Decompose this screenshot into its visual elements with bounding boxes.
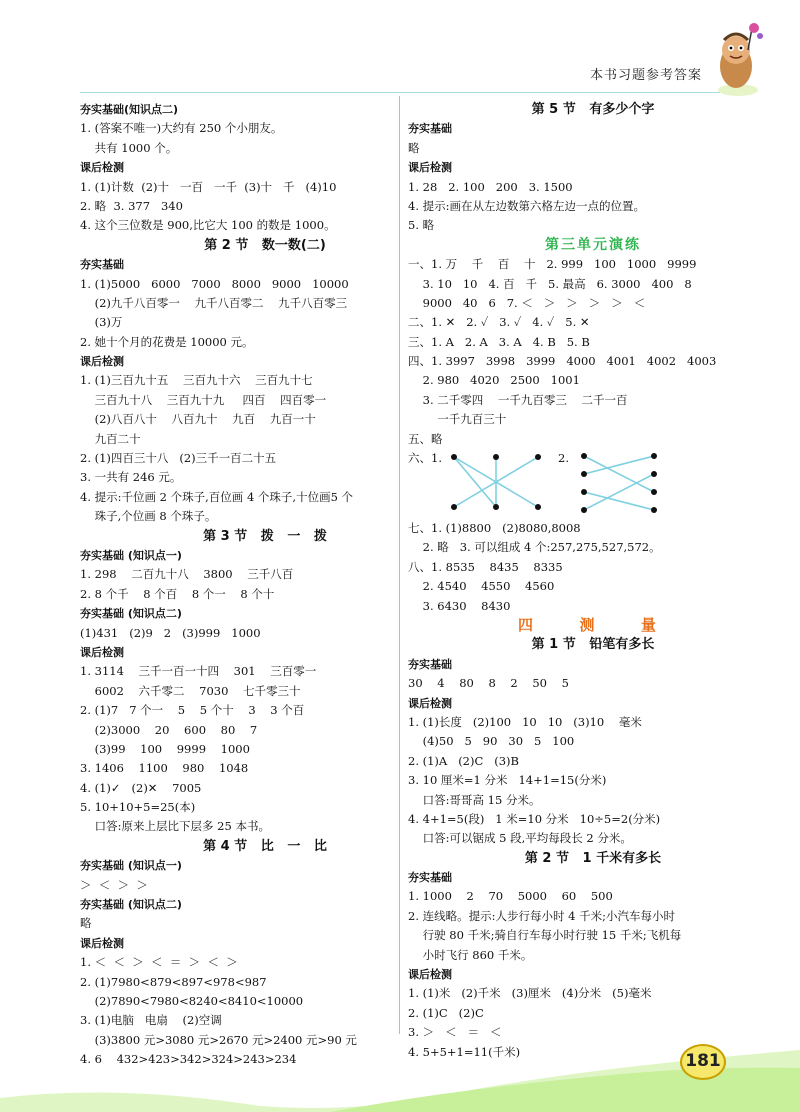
- answer-line: (3)万: [80, 315, 123, 330]
- answer-line: 1. 1000 2 70 5000 60 500: [408, 889, 613, 904]
- header-label: 本书习题参考答案: [590, 68, 703, 83]
- answer-line: (3)3800 元>3080 元>2670 元>2400 元>90 元: [80, 1032, 357, 1047]
- answer-line: (3)99 100 9999 1000: [80, 741, 250, 756]
- answer-line: 八、1. 8535 8435 8335: [408, 559, 563, 574]
- connection-line: [584, 456, 654, 492]
- answer-line: 3. ＞ ＜ ＝ ＜: [408, 1025, 502, 1040]
- answer-line: ＞ ＜ ＞ ＞: [80, 877, 148, 892]
- answer-line: 3. 1406 1100 980 1048: [80, 761, 249, 776]
- exercise-heading: 夯实基础: [408, 122, 452, 136]
- dot: [651, 507, 657, 513]
- answer-line: (1)431 (2)9 2 (3)999 1000: [80, 625, 261, 640]
- page-number-badge: 181: [680, 1044, 726, 1080]
- dot: [493, 504, 499, 510]
- answer-line: 口答:可以锯成 5 段,平均每段长 2 分米。: [408, 831, 632, 846]
- answer-line: 3. (1)电脑 电扇 (2)空调: [80, 1013, 222, 1028]
- answer-line: 2. 8 个千 8 个百 8 个一 8 个十: [80, 586, 275, 601]
- section-title: 第 1 节 铅笔有多长: [531, 637, 655, 653]
- dot: [535, 454, 541, 460]
- exercise-heading: 夯实基础: [408, 871, 452, 885]
- exercise-heading: 夯实基础 (知识点二): [80, 898, 182, 912]
- answer-line: 2. 略 3. 377 340: [80, 198, 183, 213]
- answer-line: 3. 6430 8430: [408, 598, 511, 613]
- answer-line: 1. (1)三百九十五 三百九十六 三百九十七: [80, 373, 313, 388]
- dot: [651, 489, 657, 495]
- dot: [451, 504, 457, 510]
- exercise-heading: 夯实基础 (知识点一): [80, 548, 182, 562]
- exercise-heading: 夯实基础(知识点二): [80, 103, 179, 116]
- answer-line: 4. 5+5+1=11(千米): [408, 1044, 521, 1059]
- answer-line: 七、1. (1)8800 (2)8080,8008: [408, 521, 581, 536]
- exercise-heading: 课后检测: [80, 355, 124, 369]
- dot: [581, 453, 587, 459]
- answer-line: (2)九千八百零一 九千八百零二 九千八百零三: [80, 295, 348, 310]
- answer-line: 30 4 80 8 2 50 5: [408, 676, 569, 691]
- answer-line: 2. 连线略。提示:人步行每小时 4 千米;小汽车每小时: [408, 908, 676, 923]
- exercise-heading: 夯实基础 (知识点一): [80, 859, 182, 873]
- answer-line: 2. 略 3. 可以组成 4 个:257,275,527,572。: [408, 540, 661, 555]
- header-rule: [80, 92, 720, 93]
- section-title: 第 5 节 有多少个字: [531, 102, 655, 117]
- section-title: 第 3 节 拨 一 拨: [203, 528, 327, 544]
- chapter-title: 四 测 量: [518, 615, 668, 634]
- matching-figure: [408, 449, 738, 519]
- answer-line: 1. (答案不唯一)大约有 250 个小朋友。: [80, 121, 283, 136]
- answer-line: (2)3000 20 600 80 7: [80, 722, 258, 737]
- answer-line: 2. (1)C (2)C: [408, 1005, 484, 1020]
- answer-line: 小时飞行 860 千米。: [408, 947, 533, 962]
- connection-line: [454, 457, 496, 507]
- answer-line: 2. 4540 4550 4560: [408, 579, 555, 594]
- answer-line: 3. 二千零四 一千九百零三 二千一百: [408, 392, 628, 407]
- answer-line: 4. 这个三位数是 900,比它大 100 的数是 1000。: [80, 218, 336, 233]
- answer-line: 2. (1)7980<879<897<978<987: [80, 974, 267, 989]
- answer-line: 1. (1)米 (2)千米 (3)厘米 (4)分米 (5)毫米: [408, 986, 652, 1001]
- answer-line: 三百九十八 三百九十九 四百 四百零一: [80, 392, 327, 407]
- dot: [651, 453, 657, 459]
- section-title: 第 2 节 数一数(二): [204, 237, 326, 253]
- answer-line: 5. 略: [408, 218, 435, 233]
- answer-line: 2. (1)7 7 个一 5 5 个十 3 3 个百: [80, 703, 305, 718]
- answer-line: 1. 3114 三千一百一十四 301 三百零一: [80, 664, 317, 679]
- dot: [493, 454, 499, 460]
- answer-line: 一千九百三十: [408, 412, 507, 427]
- answer-line: 1. 28 2. 100 200 3. 1500: [408, 179, 573, 194]
- answer-line: (2)7890<7980<8240<8410<10000: [80, 993, 304, 1008]
- answer-line: 一、1. 万 千 百 十 2. 999 100 1000 9999: [408, 257, 697, 272]
- answer-line: 1. (1)长度 (2)100 10 10 (3)10 毫米: [408, 714, 642, 729]
- answer-line: 5. 10+10+5=25(本): [80, 800, 196, 815]
- answer-line: 2. 她十个月的花费是 10000 元。: [80, 334, 254, 349]
- exercise-heading: 课后检测: [408, 696, 452, 710]
- column-divider: [399, 96, 400, 1034]
- dot: [581, 507, 587, 513]
- answer-line: 4. 6 432>423>342>324>243>234: [80, 1052, 297, 1067]
- cartoon-mascot-icon: [708, 20, 768, 100]
- answer-line: 3. 一共有 246 元。: [80, 470, 182, 485]
- answer-line: 4. 4+1=5(段) 1 米=10 分米 10÷5=2(分米): [408, 811, 661, 826]
- dot-connection-figure-2: [576, 451, 666, 517]
- figure-label-1: 六、1.: [408, 451, 442, 466]
- answer-line: 共有 1000 个。: [80, 140, 178, 155]
- answer-line: 口答:原来上层比下层多 25 本书。: [80, 819, 270, 834]
- answer-line: 3. 10 厘米=1 分米 14+1=15(分米): [408, 773, 607, 788]
- answer-line: 略: [408, 140, 420, 155]
- answer-line: 9000 40 6 7. ＜ ＞ ＞ ＞ ＞ ＜: [408, 295, 646, 310]
- answer-line: 二、1. ✕ 2. ✓ 3. ✓ 4. ✓ 5. ✕: [408, 315, 590, 330]
- answer-line: (4)50 5 90 30 5 100: [408, 734, 575, 749]
- exercise-heading: 课后检测: [80, 936, 124, 950]
- answer-line: 1. (1)计数 (2)十 一百 一千 (3)十 千 (4)10: [80, 179, 337, 194]
- exercise-heading: 课后检测: [408, 968, 452, 982]
- answer-line: 行驶 80 千米;骑自行车每小时行驶 15 千米;飞机每: [408, 928, 682, 943]
- answer-line: 五、略: [408, 431, 443, 446]
- answer-line: 1. (1)5000 6000 7000 8000 9000 10000: [80, 276, 349, 291]
- answer-line: (2)八百八十 八百九十 九百 九百一十: [80, 412, 316, 427]
- connection-line: [584, 492, 654, 510]
- dot: [535, 504, 541, 510]
- figure-label-2: 2.: [558, 451, 569, 466]
- exercise-heading: 夯实基础: [408, 657, 452, 671]
- answer-line: 2. (1)A (2)C (3)B: [408, 753, 519, 768]
- answer-line: 2. 980 4020 2500 1001: [408, 373, 580, 388]
- right-column: [408, 100, 738, 1062]
- dot: [451, 454, 457, 460]
- exercise-heading: 课后检测: [80, 161, 124, 175]
- unit-review-title: 第三单元演练: [545, 236, 641, 253]
- section-title: 第 4 节 比 一 比: [203, 838, 327, 854]
- answer-line: 九百二十: [80, 431, 141, 446]
- dot: [651, 471, 657, 477]
- exercise-heading: 课后检测: [408, 161, 452, 175]
- answer-line: 珠子,个位画 8 个珠子。: [80, 509, 217, 524]
- answer-line: 三、1. A 2. A 3. A 4. B 5. B: [408, 334, 590, 349]
- dot: [581, 489, 587, 495]
- answer-line: 4. 提示:画在从左边数第六格左边一点的位置。: [408, 198, 645, 213]
- exercise-heading: 夯实基础 (知识点二): [80, 607, 182, 621]
- section-title: 第 2 节 1 千米有多长: [524, 850, 662, 866]
- dot-connection-figure-1: [446, 451, 556, 515]
- answer-line: 6002 六千零二 7030 七千零三十: [80, 683, 301, 698]
- answer-line: 2. (1)四百三十八 (2)三千一百二十五: [80, 451, 277, 466]
- answer-line: 3. 10 10 4. 百 千 5. 最高 6. 3000 400 8: [408, 276, 692, 291]
- answer-line: 4. (1)✓ (2)✕ 7005: [80, 780, 202, 795]
- answer-line: 四、1. 3997 3998 3999 4000 4001 4002 4003: [408, 354, 717, 369]
- answer-line: 口答:哥哥高 15 分米。: [408, 792, 541, 807]
- left-column: [80, 100, 410, 1070]
- answer-line: 1. 298 二百九十八 3800 三千八百: [80, 567, 294, 582]
- connection-line: [584, 474, 654, 510]
- answer-line: 略: [80, 916, 92, 931]
- dot: [581, 471, 587, 477]
- exercise-heading: 夯实基础: [80, 258, 124, 272]
- exercise-heading: 课后检测: [80, 645, 124, 659]
- answer-line: 4. 提示:千位画 2 个珠子,百位画 4 个珠子,十位画5 个: [80, 489, 354, 504]
- connection-line: [584, 456, 654, 474]
- answer-line: 1. ＜ ＜ ＞ ＜ ＝ ＞ ＜ ＞: [80, 955, 238, 970]
